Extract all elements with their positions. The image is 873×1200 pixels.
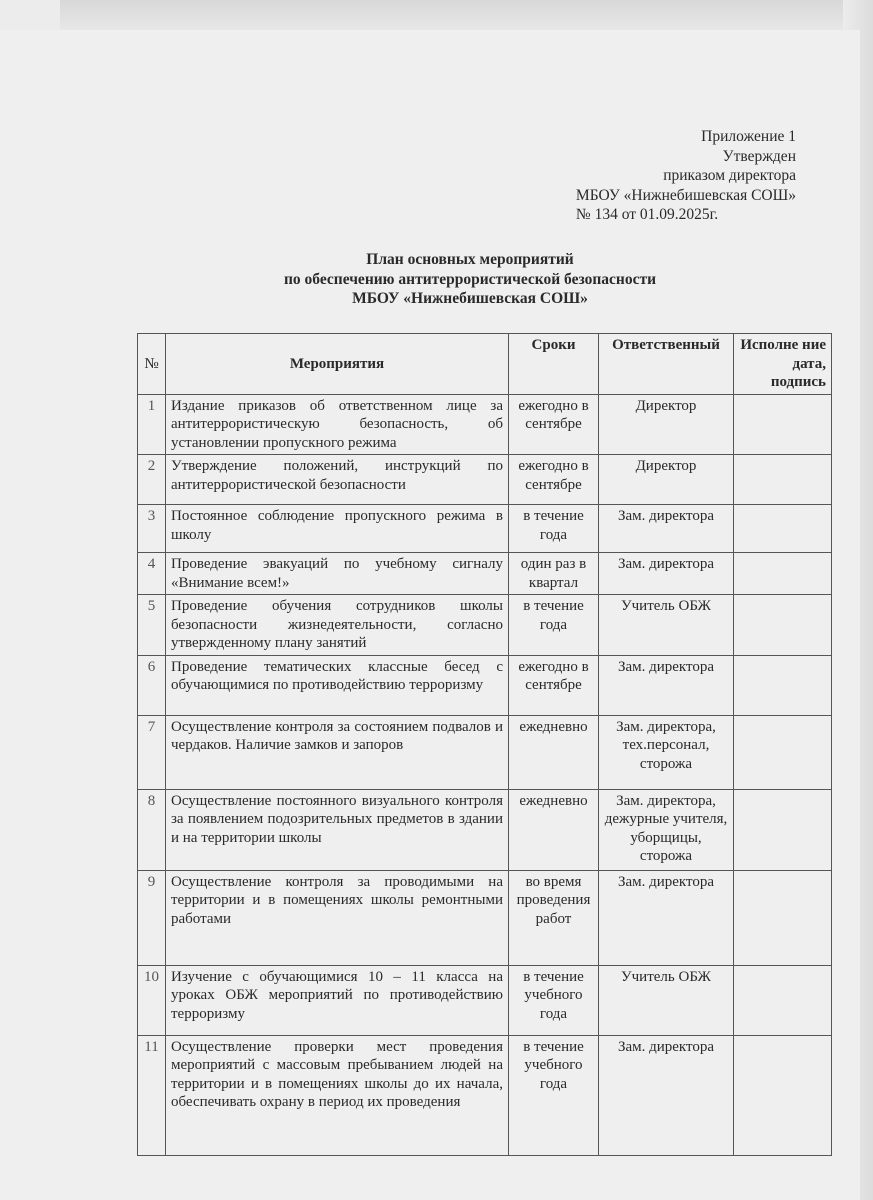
table-row (138, 789, 832, 870)
row-signature (734, 655, 832, 715)
row-term: ежегодно в сентябре (509, 394, 599, 455)
row-responsible: Учитель ОБЖ (599, 965, 734, 1035)
row-term: в течение года (509, 595, 599, 656)
row-responsible: Зам. директора (599, 553, 734, 595)
approval-block (576, 127, 796, 225)
row-activity: Проведение эвакуаций по учебному сигналу «Внимание всем!» (166, 553, 509, 595)
row-number: 6 (138, 655, 166, 715)
row-number: 9 (138, 870, 166, 965)
row-responsible: Зам. директора (599, 655, 734, 715)
approved-by: приказом директора (663, 167, 796, 184)
plan-table (137, 333, 832, 1156)
row-signature (734, 1035, 832, 1155)
approved-label: Утвержден (722, 147, 796, 165)
row-activity: Осуществление контроля за проводимыми на территории и в помещениях школы ремонтными работами (166, 870, 509, 965)
table-row (138, 965, 832, 1035)
row-term: в течение учебного года (509, 965, 599, 1035)
row-responsible: Директор (599, 455, 734, 505)
row-number: 11 (138, 1035, 166, 1155)
row-term: во время проведения работ (509, 870, 599, 965)
header-responsible: Ответственный (599, 334, 734, 395)
row-signature (734, 595, 832, 656)
row-number: 3 (138, 505, 166, 553)
header-activity: Мероприятия (166, 334, 509, 395)
table-row (138, 1035, 832, 1155)
row-activity: Осуществление проверки мест проведения мероприятий с массовым пребыванием людей на территории и в помещениях школы до их начала, обеспечивать охрану в период их проведения (166, 1035, 509, 1155)
row-term: ежедневно (509, 715, 599, 789)
table-row (138, 870, 832, 965)
row-number: 7 (138, 715, 166, 789)
table-header (138, 334, 832, 395)
row-activity: Издание приказов об ответственном лице за антитеррористическую безопасность, об установлении пропускного режима (166, 394, 509, 455)
row-term: ежегодно в сентябре (509, 655, 599, 715)
title-line: План основных мероприятий (366, 251, 574, 268)
row-responsible: Зам. директора (599, 1035, 734, 1155)
table-row (138, 394, 832, 455)
row-activity: Утверждение положений, инструкций по антитеррористической безопасности (166, 455, 509, 505)
row-term: ежегодно в сентябре (509, 455, 599, 505)
row-number: 5 (138, 595, 166, 656)
row-signature (734, 715, 832, 789)
table-row (138, 595, 832, 656)
row-signature (734, 789, 832, 870)
row-signature (734, 553, 832, 595)
header-execution: Исполне ние дата, подпись (734, 334, 832, 395)
header-term: Сроки (509, 334, 599, 395)
row-responsible: Директор (599, 394, 734, 455)
row-number: 10 (138, 965, 166, 1035)
row-responsible: Зам. директора (599, 505, 734, 553)
row-number: 4 (138, 553, 166, 595)
order-number: № 134 от 01.09.2025г. (575, 206, 719, 223)
row-responsible: Зам. директора, дежурные учителя, уборщицы, сторожа (599, 789, 734, 870)
row-signature (734, 965, 832, 1035)
row-number: 2 (138, 455, 166, 505)
row-activity: Осуществление контроля за состоянием подвалов и чердаков. Наличие замков и запоров (166, 715, 509, 789)
row-term: один раз в квартал (509, 553, 599, 595)
table-row (138, 553, 832, 595)
row-responsible: Зам. директора (599, 870, 734, 965)
row-activity: Постоянное соблюдение пропускного режима в школу (166, 505, 509, 553)
title-line: МБОУ «Нижнебишевская СОШ» (352, 290, 588, 307)
row-responsible: Зам. директора, тех.персонал, сторожа (599, 715, 734, 789)
row-activity: Осуществление постоянного визуального контроля за появлением подозрительных предметов в здании и на территории школы (166, 789, 509, 870)
row-responsible: Учитель ОБЖ (599, 595, 734, 656)
table-row (138, 455, 832, 505)
row-activity: Изучение с обучающимися 10 – 11 класса на уроках ОБЖ мероприятий по противодействию терроризму (166, 965, 509, 1035)
table-row (138, 715, 832, 789)
row-signature (734, 394, 832, 455)
table-row (138, 505, 832, 553)
row-signature (734, 870, 832, 965)
row-number: 8 (138, 789, 166, 870)
table-row (138, 655, 832, 715)
header-no: № (138, 334, 166, 395)
row-term: в течение учебного года (509, 1035, 599, 1155)
row-term: в течение года (509, 505, 599, 553)
row-number: 1 (138, 394, 166, 455)
row-term: ежедневно (509, 789, 599, 870)
appendix-label: Приложение 1 (701, 128, 796, 145)
row-activity: Проведение обучения сотрудников школы безопасности жизнедеятельности, согласно утвержденному плану занятий (166, 595, 509, 656)
row-signature (734, 505, 832, 553)
row-activity: Проведение тематических классные бесед с обучающимися по противодействию терроризму (166, 655, 509, 715)
row-signature (734, 455, 832, 505)
title-line: по обеспечению антитеррористической безопасности (283, 270, 657, 288)
document-title (240, 250, 700, 309)
school-name: МБОУ «Нижнебишевская СОШ» (575, 186, 796, 204)
